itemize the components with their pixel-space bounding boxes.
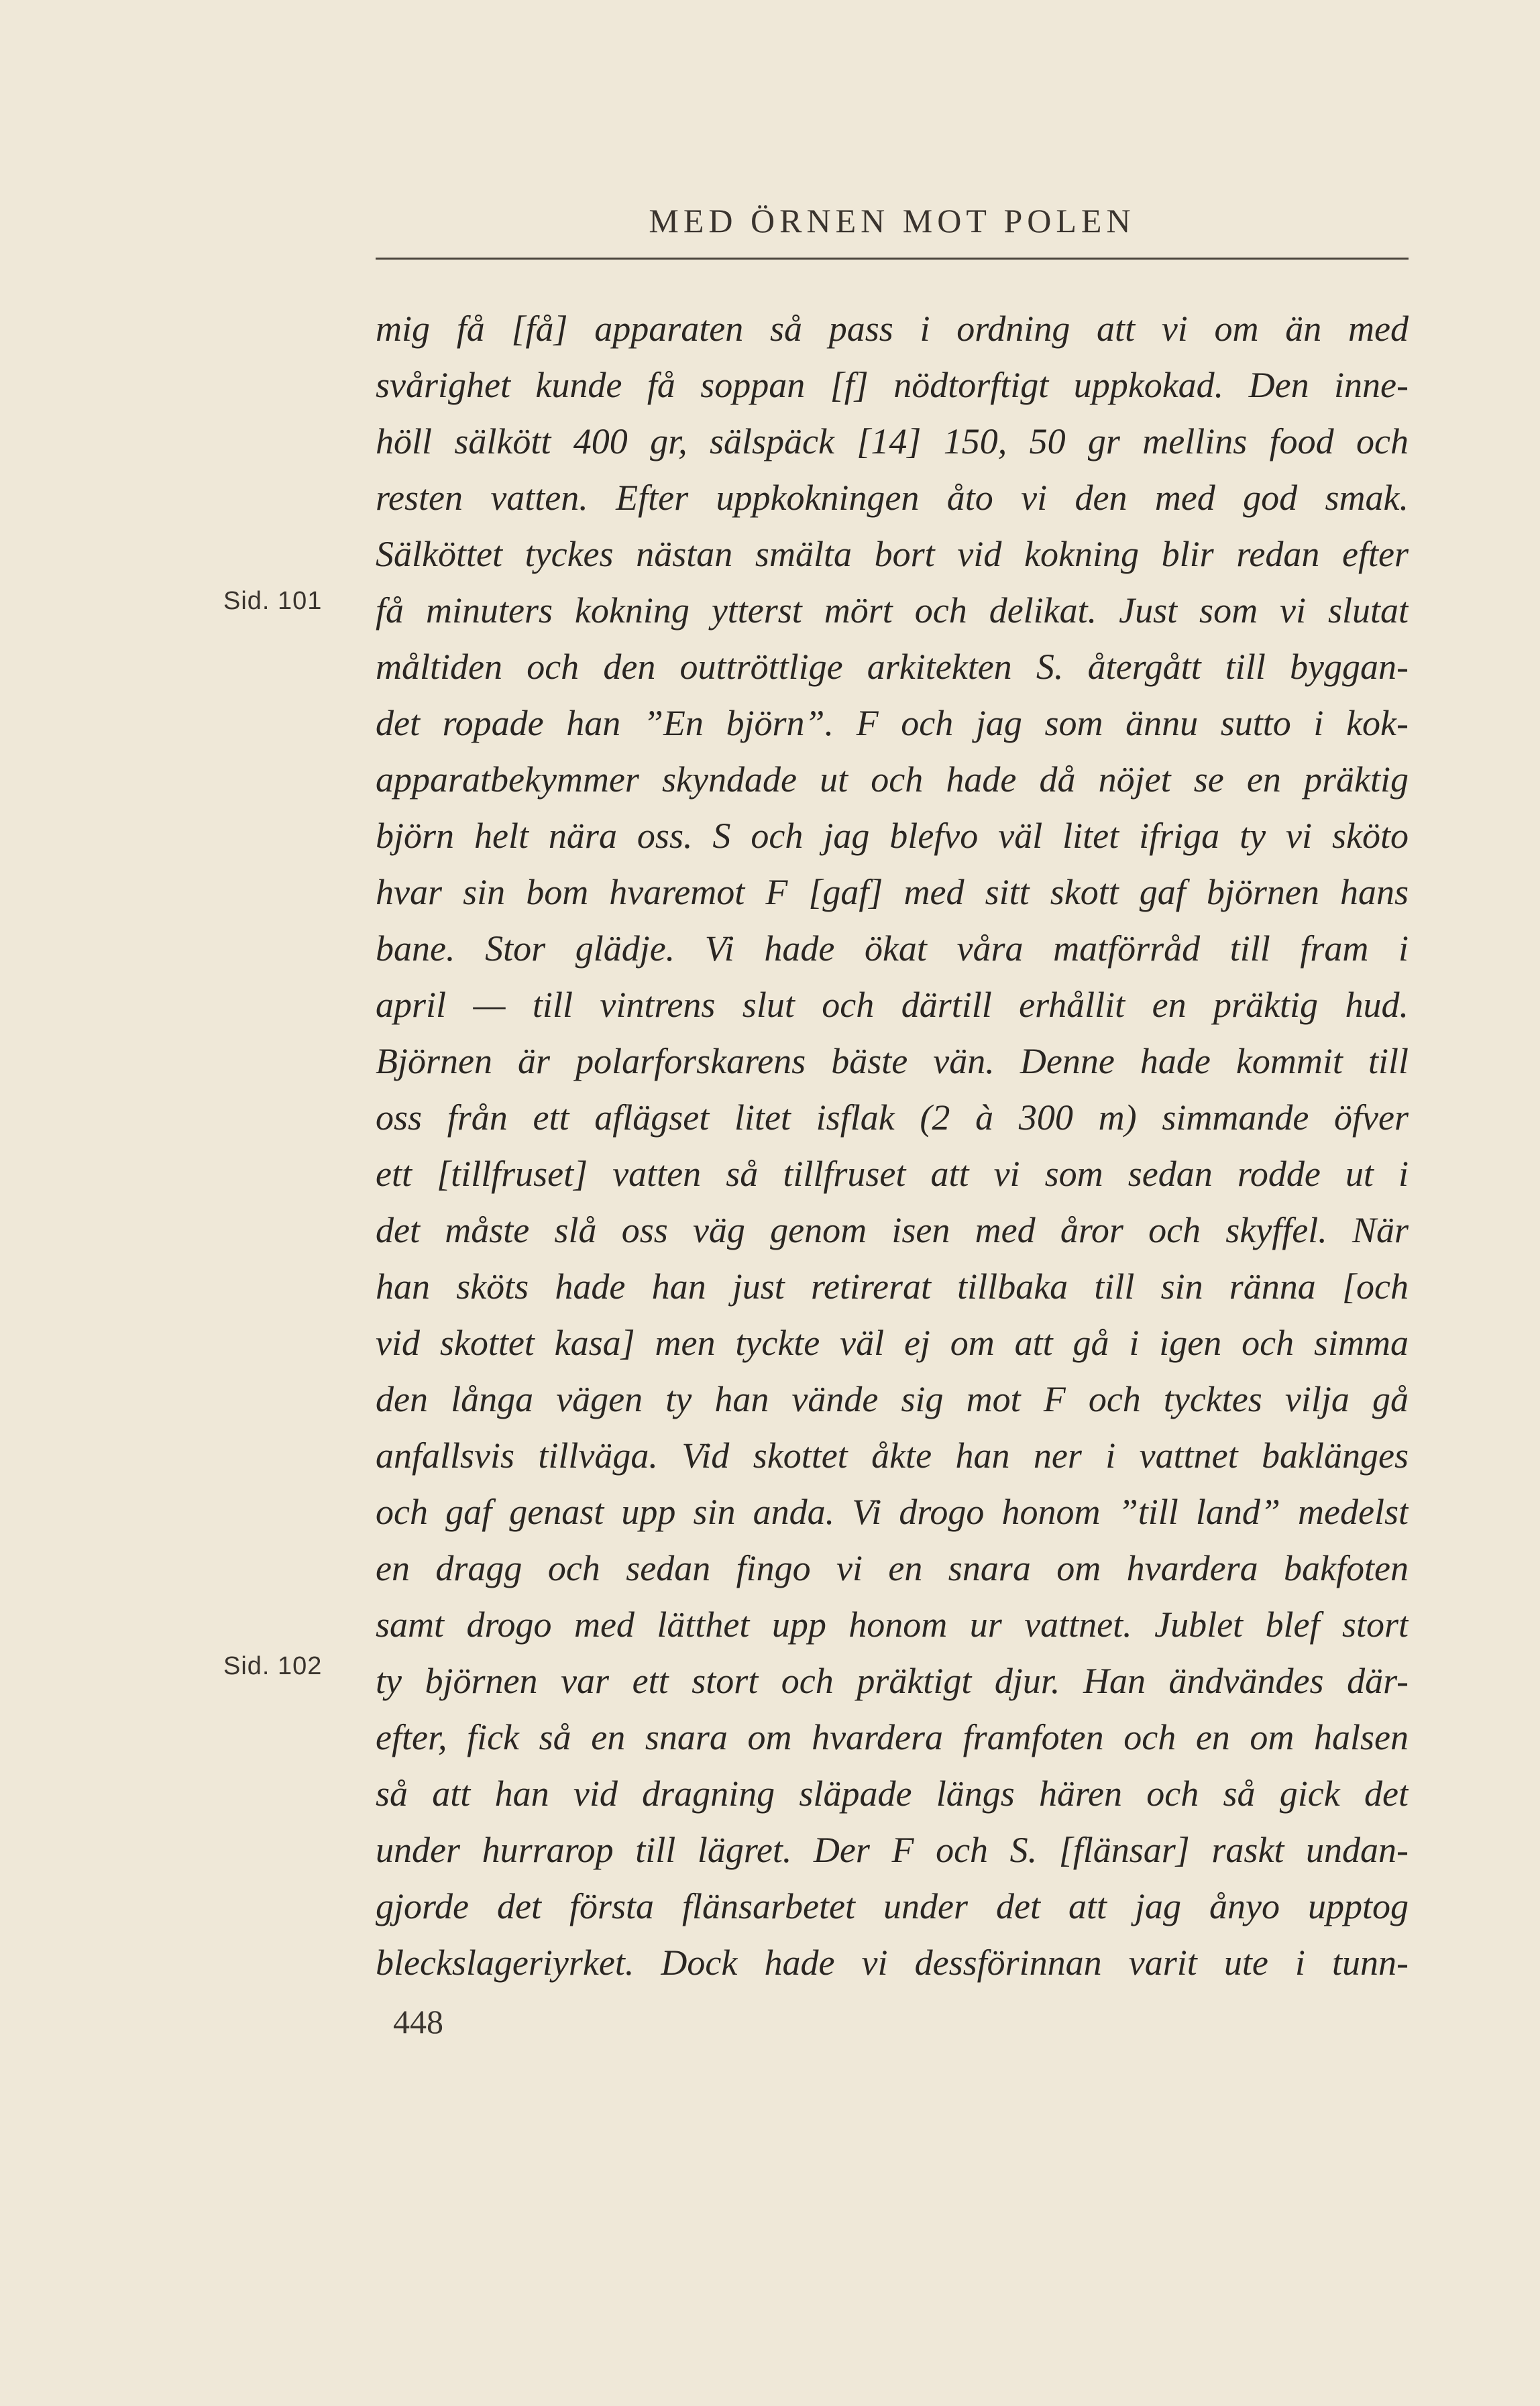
text-line: björn helt nära oss. S och jag blefvo väl litet ifriga ty vi sköto xyxy=(376,816,1409,856)
text-line: bane. Stor glädje. Vi hade ökat våra matförråd till fram i xyxy=(376,928,1409,969)
text-line: april — till vintrens slut och därtill erhållit en präktig hud. xyxy=(376,985,1409,1025)
running-head: MED ÖRNEN MOT POLEN xyxy=(649,202,1136,239)
text-line: höll sälkött 400 gr, sälspäck [14] 150, 50 gr mellins food och xyxy=(376,421,1409,461)
text-line: hvar sin bom hvaremot F [gaf] med sitt skott gaf björnen hans xyxy=(376,872,1409,912)
text-line: efter, fick så en snara om hvardera framfoten och en om halsen xyxy=(376,1717,1409,1757)
text-line: under hurrarop till lägret. Der F och S. [flänsar] raskt undan- xyxy=(376,1830,1409,1870)
text-line: det ropade han ”En björn”. F och jag som ännu sutto i kok- xyxy=(376,703,1409,743)
text-line: svårighet kunde få soppan [f] nödtorftigt uppkokad. Den inne- xyxy=(376,365,1409,405)
text-line: den långa vägen ty han vände sig mot F och tycktes vilja gå xyxy=(376,1379,1409,1419)
text-line: ett [tillfruset] vatten så tillfruset att vi som sedan rodde ut i xyxy=(376,1154,1409,1194)
text-line: och gaf genast upp sin anda. Vi drogo honom ”till land” medelst xyxy=(376,1492,1409,1532)
text-line: mig få [få] apparaten så pass i ordning att vi om än med xyxy=(376,309,1409,349)
text-line: han sköts hade han just retirerat tillbaka till sin ränna [och xyxy=(376,1266,1409,1307)
text-line: måltiden och den outtröttlige arkitekten S. återgått till byggan- xyxy=(376,647,1409,687)
text-line: ty björnen var ett stort och präktigt djur. Han ändvändes där- xyxy=(376,1661,1409,1701)
text-line: gjorde det första flänsarbetet under det att jag ånyo upptog xyxy=(376,1886,1409,1926)
text-line: det måste slå oss väg genom isen med åror och skyffel. När xyxy=(376,1210,1409,1250)
text-line: bleckslageriyrket. Dock hade vi dessförinnan varit ute i tunn- xyxy=(376,1943,1409,1983)
text-line: få minuters kokning ytterst mört och delikat. Just som vi slutat xyxy=(376,590,1409,631)
text-line: samt drogo med lätthet upp honom ur vattnet. Jublet blef stort xyxy=(376,1604,1409,1645)
text-line: Sälköttet tyckes nästan smälta bort vid kokning blir redan efter xyxy=(376,534,1409,574)
text-line: oss från ett aflägset litet isflak (2 à 300 m) simmande öfver xyxy=(376,1097,1409,1138)
text-line: anfallsvis tillväga. Vid skottet åkte han ner i vattnet baklänges xyxy=(376,1435,1409,1476)
text-line: resten vatten. Efter uppkokningen åto vi den med god smak. xyxy=(376,478,1409,518)
page-number: 448 xyxy=(393,2003,443,2040)
text-line: vid skottet kasa] men tyckte väl ej om att gå i igen och simma xyxy=(376,1323,1409,1363)
body-text xyxy=(376,300,1409,1991)
text-line: Björnen är polarforskarens bäste vän. Denne hade kommit till xyxy=(376,1041,1409,1081)
margin-note-sid-102: Sid. 102 xyxy=(223,1652,323,1680)
margin-note-sid-101: Sid. 101 xyxy=(223,587,323,615)
header-rule xyxy=(376,258,1409,260)
text-line: en dragg och sedan fingo vi en snara om hvardera bakfoten xyxy=(376,1548,1409,1588)
text-line: så att han vid dragning släpade längs hären och så gick det xyxy=(376,1773,1409,1814)
text-line: apparatbekymmer skyndade ut och hade då nöjet se en präktig xyxy=(376,759,1409,800)
